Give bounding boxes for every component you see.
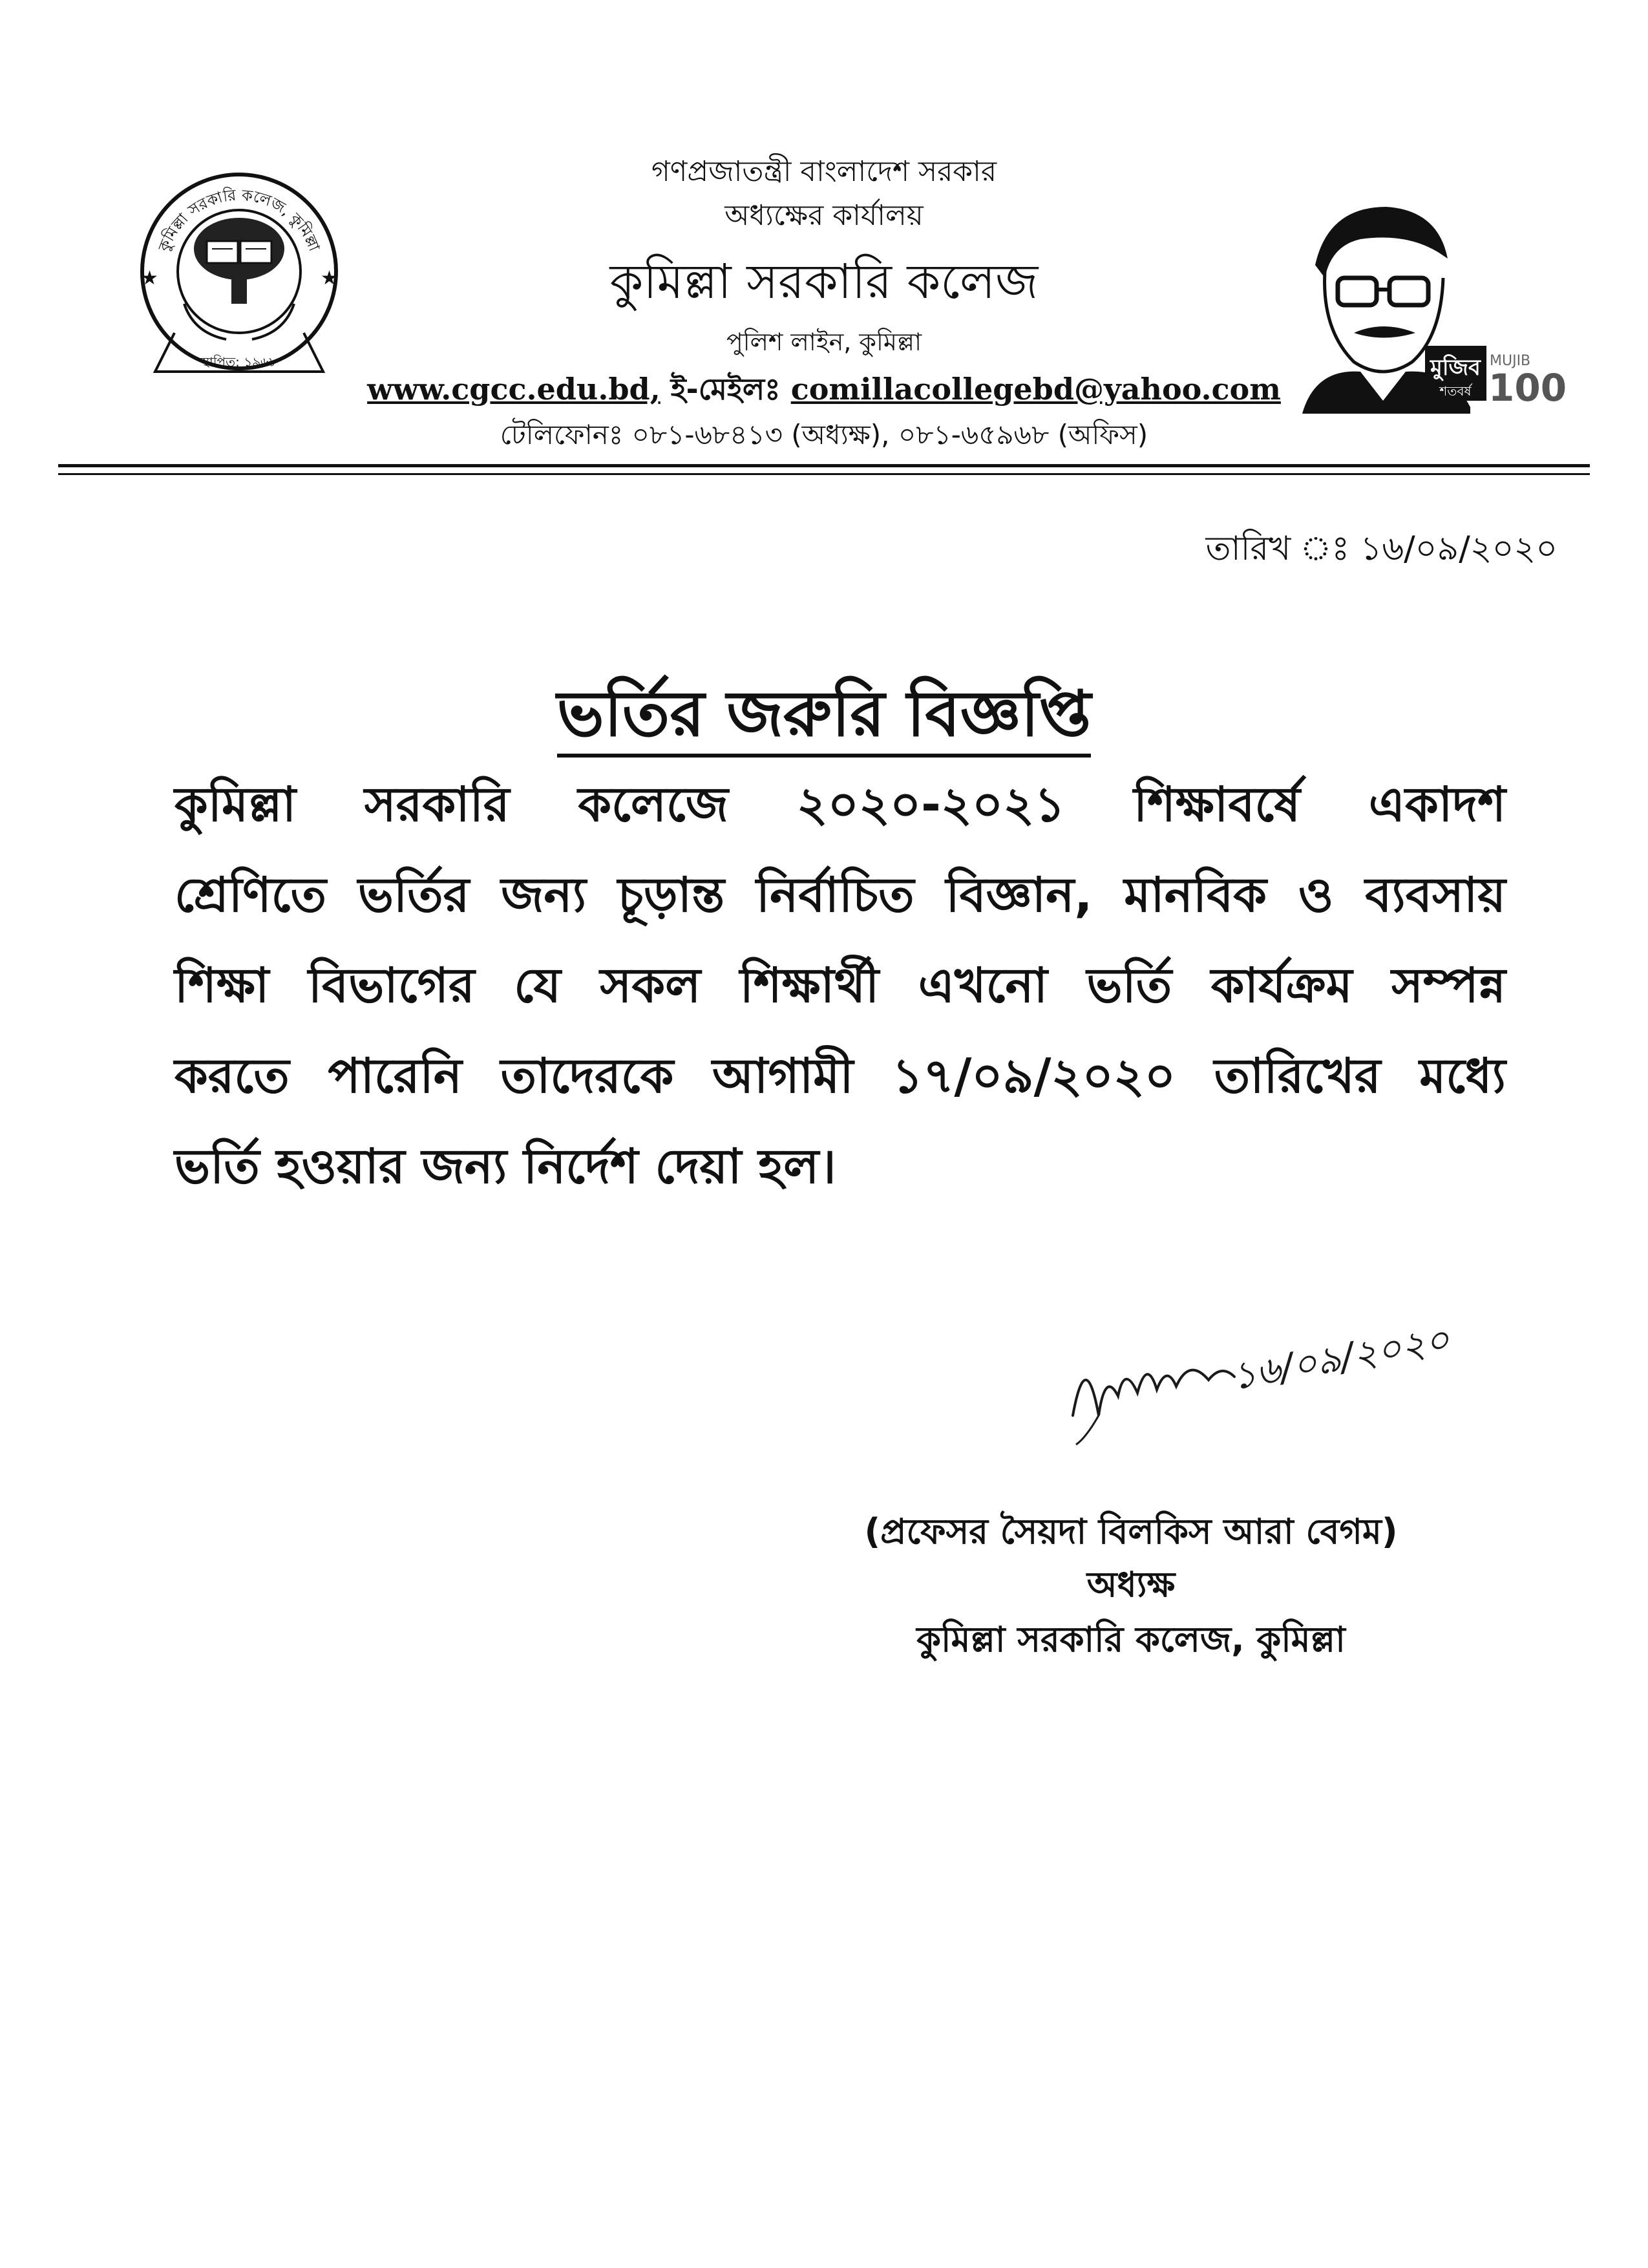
emblem-text-en: MUJIB (1490, 353, 1531, 369)
college-name: কুমিল্লা সরকারি কলেজ (609, 254, 1039, 310)
college-seal-icon (129, 165, 349, 385)
handwritten-signature-icon (1060, 1319, 1461, 1448)
notice-body-line-3: শিক্ষা বিভাগের যে সকল শিক্ষার্থী এখনো ভর্তি কার্যক্রম সম্পন্ন (174, 958, 1506, 1013)
website-link[interactable]: www.cgcc.edu.bd, (367, 372, 660, 407)
svg-text:কুমিল্লা সরকারি কলেজ, কুমিল্লা: কুমিল্লা সরকারি কলেজ, কুমিল্লা (154, 185, 324, 254)
phone-line: টেলিফোনঃ ০৮১-৬৮৪১৩ (অধ্যক্ষ), ০৮১-৬৫৯৬৮ (অফিস) (500, 419, 1148, 450)
notice-title (0, 666, 1648, 771)
signatory-organization: কুমিল্লা সরকারি কলেজ, কুমিল্লা (916, 1619, 1346, 1660)
signatory-designation: অধ্যক্ষ (1086, 1564, 1176, 1605)
emblem-number: 100 (1488, 366, 1567, 410)
office-line: অধ্যক্ষের কার্যালয় (724, 199, 924, 232)
email-label: ই-মেইলঃ (670, 372, 781, 407)
emblem-text-bn: মুজিব (1430, 355, 1481, 381)
seal-established-text: স্থাপিত: ১৯৬৮ (200, 354, 278, 370)
government-line: গণপ্রজাতন্ত্রী বাংলাদেশ সরকার (651, 155, 997, 188)
header-divider-thick (58, 464, 1590, 467)
notice-title-text: ভর্তির জরুরি বিজ্ঞপ্তি (557, 677, 1092, 758)
signatory-name: (প্রফেসর সৈয়দা বিলকিস আরা বেগম) (864, 1511, 1398, 1552)
notice-body-line-2: শ্রেণিতে ভর্তির জন্য চূড়ান্ত নির্বাচিত বিজ্ঞান, মানবিক ও ব্যবসায় (174, 867, 1506, 923)
svg-text:★: ★ (141, 267, 158, 290)
header-divider-thin (58, 473, 1590, 475)
notice-body-line-5: ভর্তি হওয়ার জন্য নির্দেশ দেয়া হল। (174, 1139, 836, 1194)
notice-date: তারিখ ঃ ১৬/০৯/২০২০ (1205, 529, 1558, 568)
address-line: পুলিশ লাইন, কুমিল্লা (726, 328, 922, 356)
signature-date: ১৬/০৯/২০২০ (1228, 1317, 1453, 1399)
contact-line (362, 367, 1286, 416)
mujib-100-portrait-icon (1276, 187, 1567, 414)
notice-body-line-4: করতে পারেনি তাদেরকে আগামী ১৭/০৯/২০২০ তারিখের মধ্যে (174, 1048, 1506, 1104)
email-link[interactable]: comillacollegebd@yahoo.com (790, 372, 1281, 407)
svg-text:শতবর্ষ: শতবর্ষ (1439, 383, 1472, 399)
notice-body-line-1: কুমিল্লা সরকারি কলেজে ২০২০-২০২১ শিক্ষাবর্ষে একাদশ (174, 777, 1506, 832)
svg-text:★: ★ (321, 267, 338, 290)
